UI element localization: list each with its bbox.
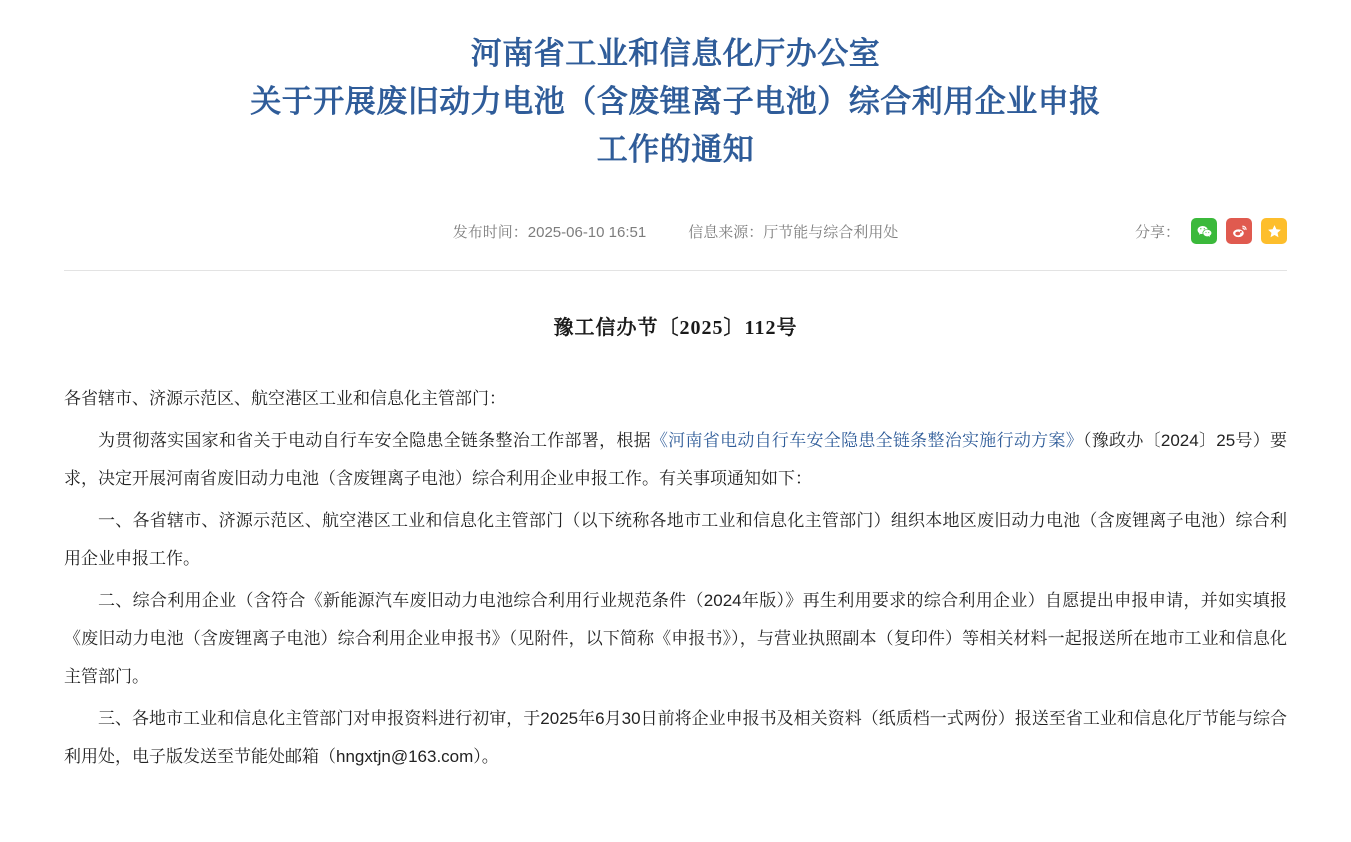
paragraph-item-2: 二、综合利用企业（含符合《新能源汽车废旧动力电池综合利用行业规范条件（2024年版）》再生利用要求的综合利用企业）自愿提出申报申请，并如实填报《废旧动力电池（含废锂离子电池）综合利用企业申报书》（见附件，以下简称《申报书》），与营业执照副本（复印件）等相关材料一起报送所在地市工业和信息化主管部门。: [64, 591, 1287, 686]
salutation-paragraph: 各省辖市、济源示范区、航空港区工业和信息化主管部门：: [64, 389, 506, 408]
publish-time-label: 发布时间：: [452, 223, 528, 241]
source-value: 厅节能与综合利用处: [763, 223, 899, 241]
document-number: 豫工信办节〔2025〕112号: [553, 317, 798, 339]
header-divider: [64, 270, 1287, 271]
paragraph-intro: [64, 422, 1287, 498]
paragraph-item-3: 三、各地市工业和信息化主管部门对申报资料进行初审，于2025年6月30日前将企业申报书及相关资料（纸质档一式两份）报送至省工业和信息化厅节能与综合利用处，电子版发送至节能处邮箱（hngxtjn@163.com）。: [64, 709, 1287, 766]
article-body: [64, 380, 1287, 776]
article-header: [0, 0, 1351, 271]
source-item: [688, 221, 898, 242]
doc-title-line-3: 工作的通知: [596, 132, 755, 167]
article-meta: [453, 221, 898, 242]
weibo-share-icon[interactable]: [1226, 218, 1252, 244]
policy-document-link[interactable]: 《河南省电动自行车安全隐患全链条整治实施行动方案》: [650, 431, 1083, 450]
paragraph-intro-part-a: 为贯彻落实国家和省关于电动自行车安全隐患全链条整治工作部署，根据: [98, 431, 651, 450]
wechat-share-icon[interactable]: [1191, 218, 1217, 244]
article-meta-row: [0, 214, 1351, 248]
qzone-share-icon[interactable]: [1261, 218, 1287, 244]
doc-title-line-1: 河南省工业和信息化厅办公室: [470, 36, 881, 71]
source-label: 信息来源：: [688, 223, 764, 241]
paragraph-intro-part-b: （豫政办〔2024〕25号）要求，决定开展河南省废旧动力电池（含废锂离子电池）综合利用企业申报工作。有关事项通知如下：: [64, 431, 1288, 488]
share-block: [1135, 218, 1287, 244]
publish-time-item: [453, 221, 646, 242]
share-label: 分享：: [1134, 223, 1180, 241]
doc-title: [80, 30, 1271, 174]
publish-time-value: 2025-06-10 16:51: [527, 223, 647, 241]
paragraph-item-1: 一、各省辖市、济源示范区、航空港区工业和信息化主管部门（以下统称各地市工业和信息化主管部门）组织本地区废旧动力电池（含废锂离子电池）综合利用企业申报工作。: [64, 511, 1287, 568]
page-title: [0, 30, 1351, 174]
doc-title-line-2: 关于开展废旧动力电池（含废锂离子电池）综合利用企业申报: [250, 84, 1101, 119]
